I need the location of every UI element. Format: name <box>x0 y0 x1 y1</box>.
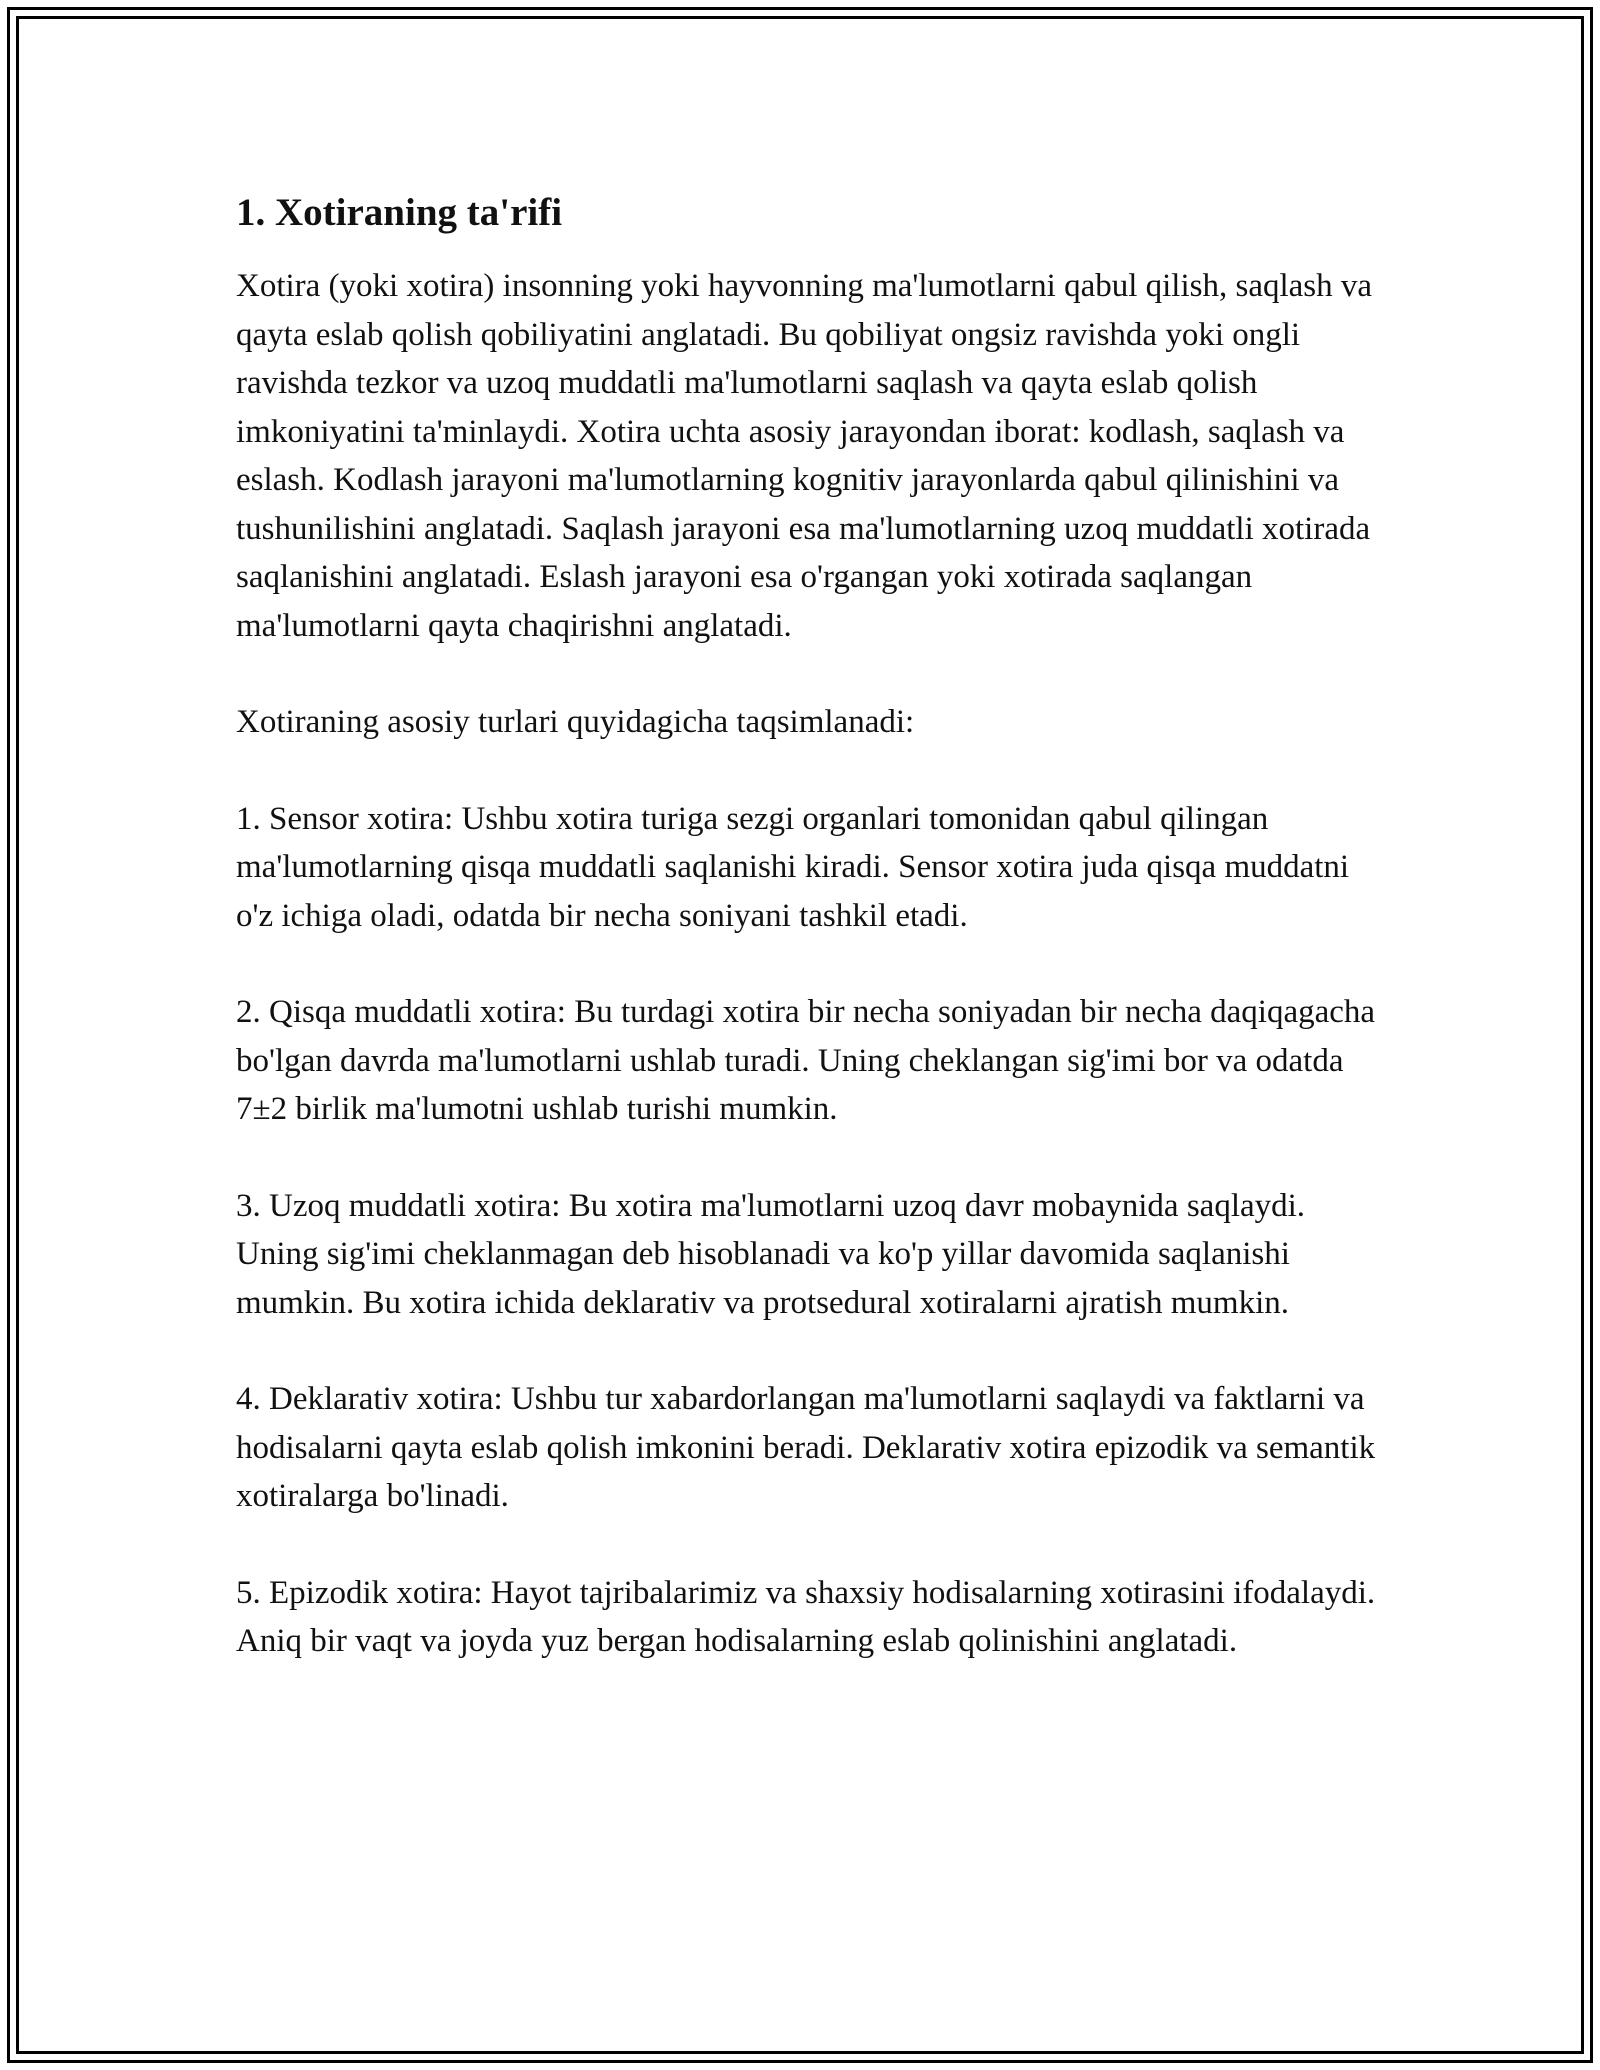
sensory-memory-paragraph: 1. Sensor xotira: Ushbu xotira turiga sezgi organlari tomonidan qabul qilingan ma'lumotlarning qisqa muddatli saqlanishi kiradi. Sensor xotira juda qisqa muddatni o'z ichiga oladi, odatda bir necha soniyani tashkil etadi. <box>236 800 1350 934</box>
document-body <box>236 184 1386 1666</box>
episodic-memory-paragraph: 5. Epizodik xotira: Hayot tajribalarimiz va shaxsiy hodisalarning xotirasini ifodalaydi. Aniq bir vaqt va joyda yuz bergan hodisalarning eslab qolinishini anglatadi. <box>236 1574 1376 1659</box>
section-heading: 1. Xotiraning ta'rifi <box>236 191 563 234</box>
definition-paragraph: Xotira (yoki xotira) insonning yoki hayvonning ma'lumotlarni qabul qilish, saqlash va qayta eslab qolish qobiliyatini anglatadi. Bu qobiliyat ongsiz ravishda yoki ongli ravishda tezkor va uzoq muddatli ma'lumotlarni saqlash va qayta eslab qolish imkoniyatini ta'minlaydi. Xotira uchta asosiy jarayondan iborat: kodlash, saqlash va eslash. Kodlash jarayoni ma'lumotlarning kognitiv jarayonlarda qabul qilinishini va tushunilishini anglatadi. Saqlash jarayoni esa ma'lumotlarning uzoq muddatli xotirada saqlanishini anglatadi. Eslash jarayoni esa o'rgangan yoki xotirada saqlangan ma'lumotlarni qayta chaqirishni anglatadi. <box>236 268 1373 644</box>
declarative-memory-paragraph: 4. Deklarativ xotira: Ushbu tur xabardorlangan ma'lumotlarni saqlaydi va faktlarni va hodisalarni qayta eslab qolish imkonini beradi. Deklarativ xotira epizodik va semantik xotiralarga bo'linadi. <box>236 1381 1376 1514</box>
long-term-memory-paragraph: 3. Uzoq muddatli xotira: Bu xotira ma'lumotlarni uzoq davr mobaynida saqlaydi. Uning sig'imi cheklanmagan deb hisoblanadi va ko'p yillar davomida saqlanishi mumkin. Bu xotira ichida deklarativ va protsedural xotiralarni ajratish mumkin. <box>236 1187 1306 1321</box>
short-term-memory-paragraph: 2. Qisqa muddatli xotira: Bu turdagi xotira bir necha soniyadan bir necha daqiqagacha bo'lgan davrda ma'lumotlarni ushlab turadi. Uning cheklangan sig'imi bor va odatda 7±2 birlik ma'lumotni ushlab turishi mumkin. <box>236 994 1376 1127</box>
types-intro-paragraph: Xotiraning asosiy turlari quyidagicha taqsimlanadi: <box>236 704 915 740</box>
